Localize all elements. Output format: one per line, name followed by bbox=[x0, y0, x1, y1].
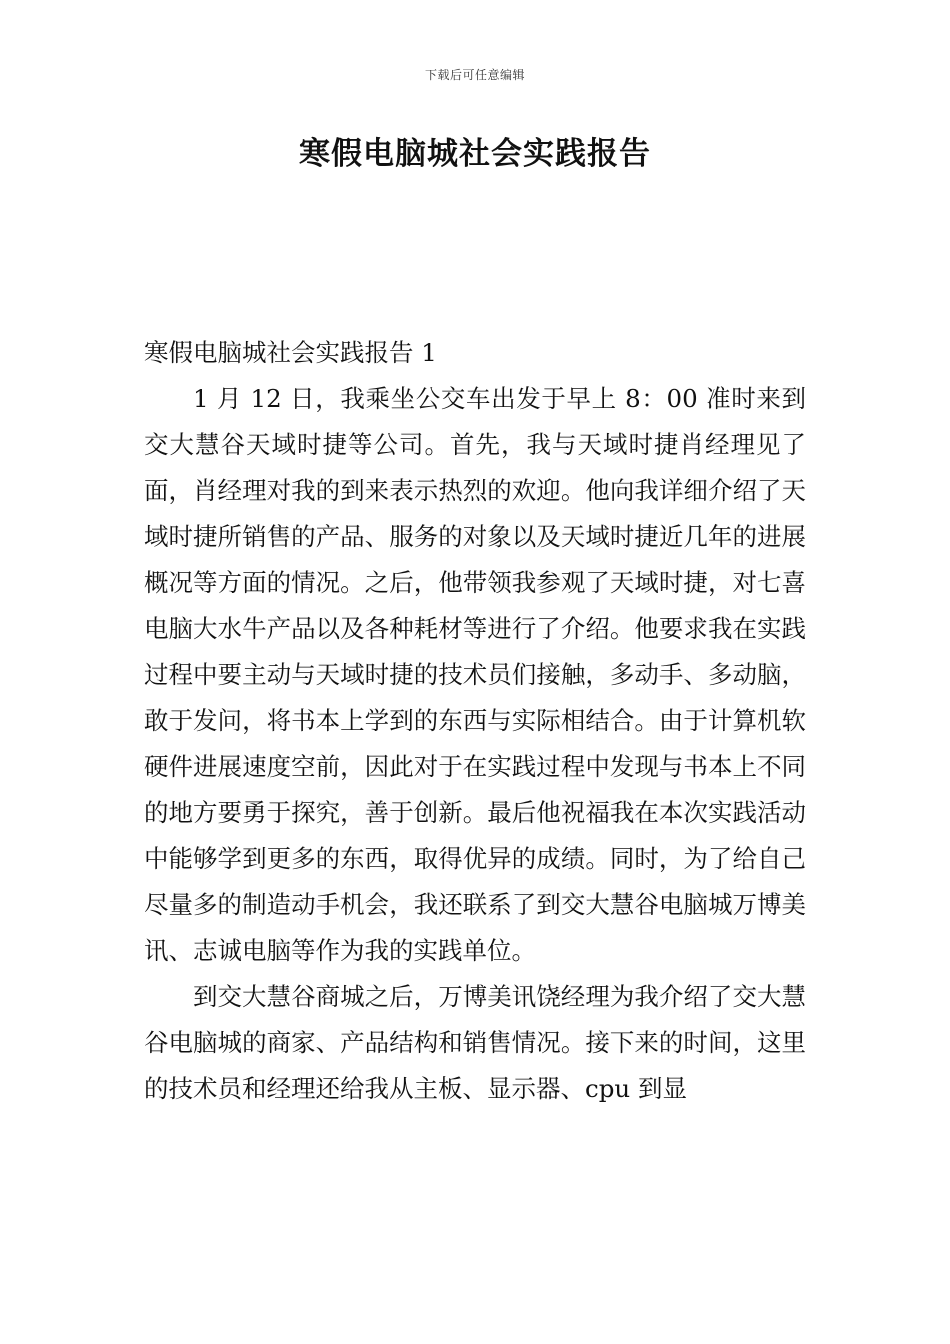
document-body bbox=[144, 330, 806, 1112]
document-title: 寒假电脑城社会实践报告 bbox=[299, 136, 651, 172]
section-heading: 寒假电脑城社会实践报告 1 bbox=[144, 338, 437, 367]
paragraph: 1 月 12 日，我乘坐公交车出发于早上 8：00 准时来到交大慧谷天域时捷等公司。首先，我与天域时捷肖经理见了面，肖经理对我的到来表示热烈的欢迎。他向我详细介绍了天域时捷所销售的产品、服务的对象以及天域时捷近几年的进展概况等方面的情况。之后，他带领我参观了天域时捷，对七喜电脑大水牛产品以及各种耗材等进行了介绍。他要求我在实践过程中要主动与天域时捷的技术员们接触，多动手、多动脑，敢于发问，将书本上学到的东西与实际相结合。由于计算机软硬件进展速度空前，因此对于在实践过程中发现与书本上不同的地方要勇于探究，善于创新。最后他祝福我在本次实践活动中能够学到更多的东西，取得优异的成绩。同时，为了给自己尽量多的制造动手机会，我还联系了到交大慧谷电脑城万博美讯、志诚电脑等作为我的实践单位。 bbox=[144, 384, 806, 965]
header-note: 下载后可任意编辑 bbox=[424, 68, 525, 82]
paragraph: 到交大慧谷商城之后，万博美讯饶经理为我介绍了交大慧谷电脑城的商家、产品结构和销售情况。接下来的时间，这里的技术员和经理还给我从主板、显示器、cpu 到显 bbox=[144, 982, 806, 1103]
